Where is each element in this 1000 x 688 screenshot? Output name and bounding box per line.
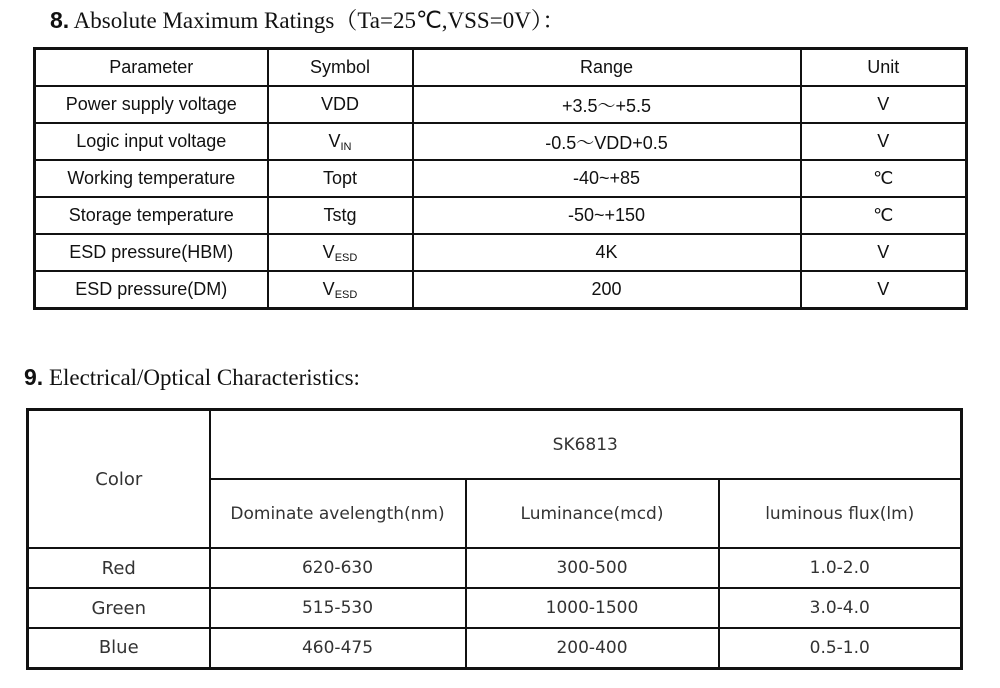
- color-header: Color: [28, 410, 210, 549]
- unit-cell: V: [801, 86, 967, 123]
- parameter-cell: Power supply voltage: [35, 86, 268, 123]
- range-cell: +3.5～+5.5: [413, 86, 801, 123]
- range-cell: 4K: [413, 234, 801, 271]
- symbol-cell: [268, 271, 413, 309]
- range-cell: -0.5～VDD+0.5: [413, 123, 801, 160]
- parameter-cell: ESD pressure(DM): [35, 271, 268, 309]
- header-parameter: Parameter: [35, 49, 268, 87]
- header-flux: luminous flux(lm): [719, 479, 962, 548]
- symbol-text: V: [322, 278, 335, 299]
- unit-cell: V: [801, 123, 967, 160]
- section-8-text: Absolute Maximum Ratings（Ta=25℃,VSS=0V）：: [73, 8, 566, 33]
- table-row: [35, 160, 967, 197]
- symbol-cell: [268, 234, 413, 271]
- luminance-cell: 200-400: [466, 628, 719, 668]
- color-cell: Blue: [28, 628, 210, 668]
- parameter-cell: ESD pressure(HBM): [35, 234, 268, 271]
- header-unit: Unit: [801, 49, 967, 87]
- symbol-cell: [268, 160, 413, 197]
- section-9-text: Electrical/Optical Characteristics:: [48, 365, 360, 390]
- wavelength-cell: 620-630: [210, 548, 466, 588]
- luminance-cell: 1000-1500: [466, 588, 719, 628]
- wavelength-cell: 460-475: [210, 628, 466, 668]
- parameter-cell: Working temperature: [35, 160, 268, 197]
- table-row: [28, 548, 962, 588]
- model-header-row: [28, 410, 962, 480]
- unit-cell: ℃: [801, 197, 967, 234]
- flux-cell: 0.5-1.0: [719, 628, 962, 668]
- table-row: [28, 628, 962, 668]
- symbol-subscript: ESD: [334, 251, 358, 264]
- section-9-title: [24, 364, 360, 391]
- table-row: [35, 271, 967, 309]
- symbol-subscript: IN: [340, 140, 352, 153]
- color-cell: Green: [28, 588, 210, 628]
- symbol-cell: [268, 197, 413, 234]
- symbol-text: V: [322, 241, 335, 262]
- flux-cell: 1.0-2.0: [719, 548, 962, 588]
- section-8-number: 8.: [50, 7, 70, 33]
- table-row: [35, 123, 967, 160]
- symbol-cell: [268, 86, 413, 123]
- flux-cell: 3.0-4.0: [719, 588, 962, 628]
- table-row: [28, 588, 962, 628]
- header-symbol: Symbol: [268, 49, 413, 87]
- unit-cell: V: [801, 271, 967, 309]
- unit-cell: V: [801, 234, 967, 271]
- symbol-text: Topt: [322, 168, 358, 188]
- symbol-cell: [268, 123, 413, 160]
- symbol-text: V: [328, 130, 341, 151]
- header-wavelength: Dominate avelength(nm): [210, 479, 466, 548]
- range-cell: 200: [413, 271, 801, 309]
- section-9-number: 9.: [24, 364, 44, 390]
- table-header-row: [35, 49, 967, 87]
- luminance-cell: 300-500: [466, 548, 719, 588]
- table-row: [35, 197, 967, 234]
- wavelength-cell: 515-530: [210, 588, 466, 628]
- table-row: [35, 234, 967, 271]
- parameter-cell: Logic input voltage: [35, 123, 268, 160]
- symbol-text: VDD: [320, 94, 359, 114]
- absolute-maximum-ratings-table: [33, 47, 968, 310]
- symbol-subscript: ESD: [334, 288, 358, 301]
- header-luminance: Luminance(mcd): [466, 479, 719, 548]
- section-8-title: [50, 2, 565, 35]
- range-cell: -50~+150: [413, 197, 801, 234]
- electrical-optical-table: [26, 408, 963, 670]
- header-range: Range: [413, 49, 801, 87]
- range-cell: -40~+85: [413, 160, 801, 197]
- unit-cell: ℃: [801, 160, 967, 197]
- color-cell: Red: [28, 548, 210, 588]
- model-name: SK6813: [210, 410, 962, 480]
- symbol-text: Tstg: [323, 205, 357, 225]
- table-row: [35, 86, 967, 123]
- parameter-cell: Storage temperature: [35, 197, 268, 234]
